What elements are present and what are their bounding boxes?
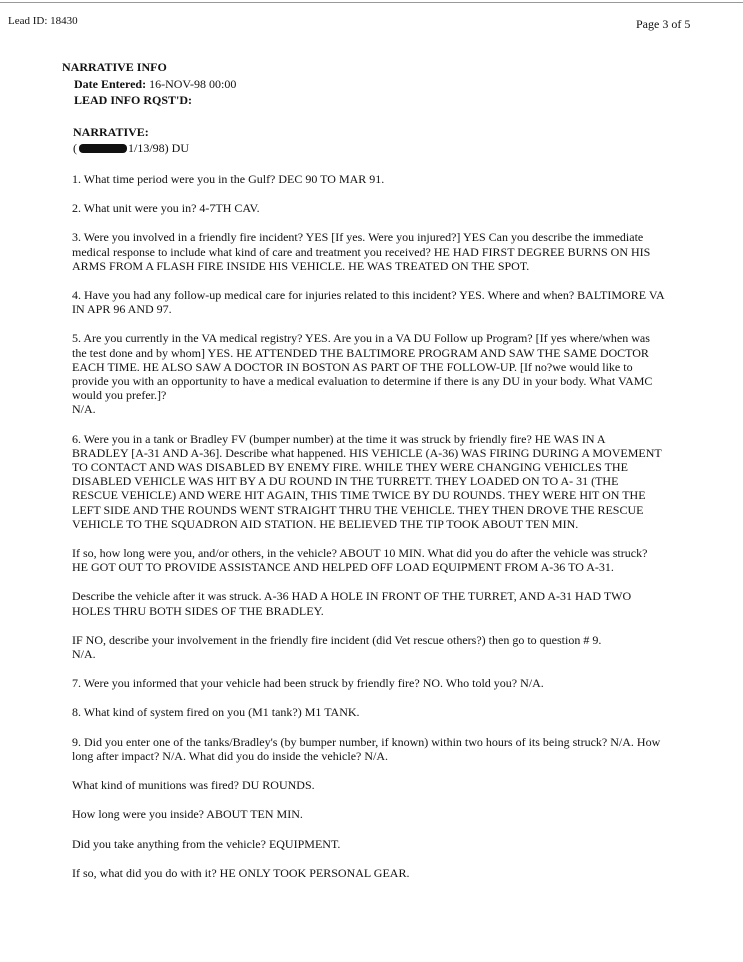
paragraph-q6: 6. Were you in a tank or Bradley FV (bumper number) at the time it was struck by friendly fire? HE WAS IN A BRADLEY [A-31 AND A-36]. Describe what happened. HIS VEHICLE (A-36) WAS FIRING DURING A MOVEMENT TO CONTACT AND WAS DISABLED BY ENEMY FIRE. WHILE THEY WERE CHANGING VEHICLES THE DISABLED VEHICLE WAS HIT BY A DU ROUND IN THE TURRETT. THEY LOADED ON TO A- 31 (THE RESCUE VEHICLE) AND WERE HIT AGAIN, THIS TIME TWICE BY DU ROUNDS. THEY WERE HIT ON THE LEFT SIDE AND THE ROUNDS WENT STRAIGHT THRU THE VEHICLE. THEY THEN DROVE THE RESCUE VEHICLE TO THE SQUADRON AID STATION. HE BELIEVED THE TIP TOOK ABOUT TEN MIN. bbox=[72, 431, 662, 531]
lead-id: Lead ID: 18430 bbox=[8, 15, 78, 27]
paragraph-q8: 8. What kind of system fired on you (M1 tank?) M1 TANK. bbox=[72, 705, 360, 720]
date-entered-label: Date Entered: bbox=[74, 77, 147, 91]
narrative-reference bbox=[73, 141, 189, 156]
page-number: Page 3 of 5 bbox=[636, 17, 691, 31]
paragraph-q3: 3. Were you involved in a friendly fire incident? YES [If yes. Were you injured?] YES Can you describe the immediate medical response to include what kind of care and treatment you received? HE HAD FIRST DEGREE BURNS ON HIS ARMS FROM A FLASH FIRE INSIDE HIS VEHICLE. HE WAS TREATED ON THE SPOT. bbox=[72, 230, 651, 273]
paragraph-q7: 7. Were you informed that your vehicle had been struck by friendly fire? NO. Who told you? N/A. bbox=[72, 676, 544, 691]
paragraph-q5: 5. Are you currently in the VA medical registry? YES. Are you in a VA DU Follow up Program? [If yes where/when was the test done and by whom] YES. HE ATTENDED THE BALTIMORE PROGRAM AND SAW THE SAME DOCTOR EACH TIME. HE ALSO SAW A DOCTOR IN BOSTON AS PART OF THE FOLLOW-UP. [If no?we would like to provide you with an opportunity to have a medical evaluation to determine if there is any DU in your body. What VAMC would you prefer.]? N/A. bbox=[72, 331, 653, 417]
narrative-ref-date: 1/13/98) DU bbox=[128, 141, 189, 155]
lead-info-label: LEAD INFO RQST'D: bbox=[74, 93, 193, 107]
date-entered-row bbox=[74, 77, 236, 92]
paragraph-q9-munitions: What kind of munitions was fired? DU ROUNDS. bbox=[72, 778, 315, 793]
paragraph-q9-take: Did you take anything from the vehicle? EQUIPMENT. bbox=[72, 836, 341, 851]
paragraph-q1: 1. What time period were you in the Gulf? DEC 90 TO MAR 91. bbox=[72, 172, 385, 186]
paragraph-q4: 4. Have you had any follow-up medical care for injuries related to this incident? YES. Where and when? BALTIMORE VA IN APR 96 AND 97. bbox=[72, 288, 664, 317]
narrative-label: NARRATIVE: bbox=[73, 125, 149, 139]
paragraph-q9-inside: How long were you inside? ABOUT TEN MIN. bbox=[72, 807, 303, 822]
paragraph-q9-do-with: If so, what did you do with it? HE ONLY TOOK PERSONAL GEAR. bbox=[72, 865, 410, 880]
paragraph-q9: 9. Did you enter one of the tanks/Bradley's (by bumper number, if known) within two hours of its being struck? N/A. How long after impact? N/A. What did you do inside the vehicle? N/A. bbox=[72, 734, 661, 763]
paragraph-q6-duration: If so, how long were you, and/or others, in the vehicle? ABOUT 10 MIN. What did you do after the vehicle was struck? HE GOT OUT TO PROVIDE ASSISTANCE AND HELPED OFF LOAD EQUIPMENT FROM A-36 TO A-31. bbox=[72, 546, 648, 575]
narrative-body bbox=[72, 172, 664, 880]
narrative-ref-open: ( bbox=[73, 141, 77, 155]
paragraph-q6-damage: Describe the vehicle after it was struck. A-36 HAD A HOLE IN FRONT OF THE TURRET, AND A-31 HAD TWO HOLES THRU BOTH SIDES OF THE BRADLEY. bbox=[72, 589, 632, 618]
paragraph-q6-if-no: IF NO, describe your involvement in the friendly fire incident (did Vet rescue others?) then go to question # 9. N/A. bbox=[72, 632, 602, 662]
section-title: NARRATIVE INFO bbox=[62, 60, 167, 74]
scan-top-rule bbox=[0, 2, 743, 3]
date-entered-value: 16-NOV-98 00:00 bbox=[149, 77, 237, 91]
redaction-bar bbox=[79, 144, 127, 153]
paragraph-q2: 2. What unit were you in? 4-7TH CAV. bbox=[72, 201, 260, 216]
